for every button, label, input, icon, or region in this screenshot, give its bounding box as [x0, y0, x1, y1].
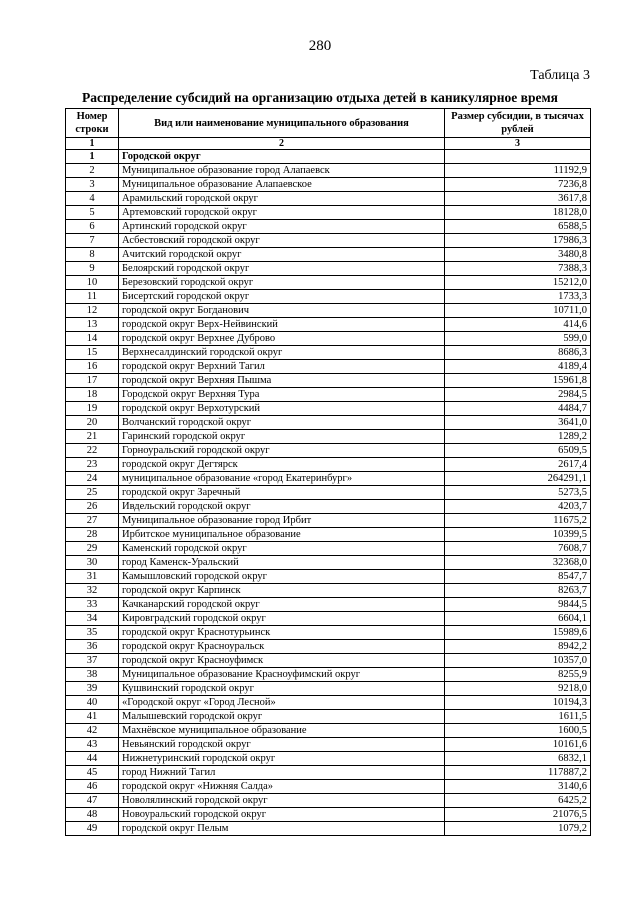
subsidy-value: 11675,2: [445, 514, 591, 528]
row-number: 31: [66, 570, 119, 584]
municipality-name: Махнёвское муниципальное образование: [119, 724, 445, 738]
table-row: [66, 542, 591, 556]
table-row: [66, 150, 591, 164]
subsidy-value: 414,6: [445, 318, 591, 332]
subsidy-value: 7236,8: [445, 178, 591, 192]
row-number: 28: [66, 528, 119, 542]
municipality-name: городской округ Пелым: [119, 822, 445, 836]
subsidy-value: 21076,5: [445, 808, 591, 822]
municipality-name: городской округ Верхотурский: [119, 402, 445, 416]
table-row: [66, 780, 591, 794]
table-row: [66, 528, 591, 542]
row-number: 6: [66, 220, 119, 234]
table-row: [66, 388, 591, 402]
subsidy-value: 10194,3: [445, 696, 591, 710]
table-row: [66, 318, 591, 332]
row-number: 49: [66, 822, 119, 836]
municipality-name: городской округ Красноуфимск: [119, 654, 445, 668]
municipality-name: городской округ Красноуральск: [119, 640, 445, 654]
table-row: [66, 808, 591, 822]
table-row: [66, 654, 591, 668]
table-row: [66, 570, 591, 584]
subsidy-value: 3617,8: [445, 192, 591, 206]
row-number: 23: [66, 458, 119, 472]
table-row: [66, 710, 591, 724]
row-number: 26: [66, 500, 119, 514]
row-number: 22: [66, 444, 119, 458]
municipality-name: городской округ Заречный: [119, 486, 445, 500]
row-number: 47: [66, 794, 119, 808]
municipality-name: Городской округ Верхняя Тура: [119, 388, 445, 402]
row-number: 45: [66, 766, 119, 780]
subsidy-value: 10711,0: [445, 304, 591, 318]
column-number-row: [66, 138, 591, 150]
municipality-name: Березовский городской округ: [119, 276, 445, 290]
municipality-name: городской округ Верхняя Пышма: [119, 374, 445, 388]
row-number: 43: [66, 738, 119, 752]
table-row: [66, 668, 591, 682]
table-row: [66, 192, 591, 206]
municipality-name: Муниципальное образование Красноуфимский округ: [119, 668, 445, 682]
municipality-name: Ивдельский городской округ: [119, 500, 445, 514]
table-row: [66, 220, 591, 234]
municipality-name: Городской округ: [119, 150, 445, 164]
subsidy-value: 32368,0: [445, 556, 591, 570]
row-number: 48: [66, 808, 119, 822]
table-header-row: [66, 109, 591, 138]
subsidy-value: 264291,1: [445, 472, 591, 486]
subsidy-value: 15989,6: [445, 626, 591, 640]
table-row: [66, 262, 591, 276]
table-row: [66, 164, 591, 178]
subsidy-value: 6604,1: [445, 612, 591, 626]
municipality-name: городской округ Верхний Тагил: [119, 360, 445, 374]
table-body: [66, 150, 591, 836]
municipality-name: Каменский городской округ: [119, 542, 445, 556]
table-row: [66, 514, 591, 528]
row-number: 1: [66, 150, 119, 164]
row-number: 32: [66, 584, 119, 598]
subsidy-value: 117887,2: [445, 766, 591, 780]
subsidy-value: 1289,2: [445, 430, 591, 444]
table-row: [66, 444, 591, 458]
header-municipality: Вид или наименование муниципального образования: [119, 109, 445, 138]
subsidy-value: 10161,6: [445, 738, 591, 752]
table-row: [66, 276, 591, 290]
table-row: [66, 178, 591, 192]
table-row: [66, 206, 591, 220]
subsidy-value: 599,0: [445, 332, 591, 346]
subsidy-value: 6588,5: [445, 220, 591, 234]
municipality-name: Гаринский городской округ: [119, 430, 445, 444]
subsidy-value: 8686,3: [445, 346, 591, 360]
subsidy-value: 2617,4: [445, 458, 591, 472]
page-number: 280: [308, 38, 332, 54]
table-row: [66, 724, 591, 738]
municipality-name: Камышловский городской округ: [119, 570, 445, 584]
municipality-name: городской округ Краснотурьинск: [119, 626, 445, 640]
table-row: [66, 472, 591, 486]
row-number: 40: [66, 696, 119, 710]
municipality-name: «Городской округ «Город Лесной»: [119, 696, 445, 710]
row-number: 13: [66, 318, 119, 332]
municipality-name: городской округ Богданович: [119, 304, 445, 318]
table-row: [66, 486, 591, 500]
row-number: 29: [66, 542, 119, 556]
subsidy-value: 8942,2: [445, 640, 591, 654]
row-number: 2: [66, 164, 119, 178]
table-row: [66, 584, 591, 598]
subsidy-value: 6509,5: [445, 444, 591, 458]
table-row: [66, 822, 591, 836]
table-row: [66, 234, 591, 248]
column-number: 3: [445, 138, 591, 150]
row-number: 12: [66, 304, 119, 318]
municipality-name: Верхнесалдинский городской округ: [119, 346, 445, 360]
column-number: 1: [66, 138, 119, 150]
subsidy-value: 9218,0: [445, 682, 591, 696]
row-number: 8: [66, 248, 119, 262]
municipality-name: Невьянский городской округ: [119, 738, 445, 752]
row-number: 44: [66, 752, 119, 766]
row-number: 5: [66, 206, 119, 220]
row-number: 39: [66, 682, 119, 696]
row-number: 35: [66, 626, 119, 640]
municipality-name: город Нижний Тагил: [119, 766, 445, 780]
table-row: [66, 500, 591, 514]
subsidy-value: 6832,1: [445, 752, 591, 766]
row-number: 3: [66, 178, 119, 192]
row-number: 21: [66, 430, 119, 444]
row-number: 30: [66, 556, 119, 570]
municipality-name: Асбестовский городской округ: [119, 234, 445, 248]
table-row: [66, 738, 591, 752]
municipality-name: городской округ «Нижняя Салда»: [119, 780, 445, 794]
subsidy-value: 18128,0: [445, 206, 591, 220]
table-row: [66, 402, 591, 416]
column-number: 2: [119, 138, 445, 150]
municipality-name: Нижнетуринский городской округ: [119, 752, 445, 766]
subsidy-table: [65, 108, 591, 836]
row-number: 19: [66, 402, 119, 416]
table-row: [66, 332, 591, 346]
municipality-name: муниципальное образование «город Екатеринбург»: [119, 472, 445, 486]
subsidy-value: 3480,8: [445, 248, 591, 262]
table-label: Таблица 3: [530, 68, 590, 83]
table-row: [66, 598, 591, 612]
table-row: [66, 696, 591, 710]
municipality-name: Ирбитское муниципальное образование: [119, 528, 445, 542]
table-row: [66, 766, 591, 780]
municipality-name: Муниципальное образование город Алапаевск: [119, 164, 445, 178]
municipality-name: Белоярский городской округ: [119, 262, 445, 276]
row-number: 33: [66, 598, 119, 612]
subsidy-value: 6425,2: [445, 794, 591, 808]
subsidy-value: 5273,5: [445, 486, 591, 500]
subsidy-value: 1611,5: [445, 710, 591, 724]
subsidy-value: 8263,7: [445, 584, 591, 598]
row-number: 16: [66, 360, 119, 374]
table-row: [66, 346, 591, 360]
municipality-name: Муниципальное образование город Ирбит: [119, 514, 445, 528]
municipality-name: городской округ Дегтярск: [119, 458, 445, 472]
row-number: 14: [66, 332, 119, 346]
row-number: 34: [66, 612, 119, 626]
subsidy-value: [445, 150, 591, 164]
table-row: [66, 430, 591, 444]
table-row: [66, 416, 591, 430]
municipality-name: Кировградский городской округ: [119, 612, 445, 626]
row-number: 20: [66, 416, 119, 430]
municipality-name: Ачитский городской округ: [119, 248, 445, 262]
municipality-name: Малышевский городской округ: [119, 710, 445, 724]
table-row: [66, 556, 591, 570]
subsidy-value: 9844,5: [445, 598, 591, 612]
table-row: [66, 626, 591, 640]
municipality-name: Качканарский городской округ: [119, 598, 445, 612]
subsidy-value: 8255,9: [445, 668, 591, 682]
subsidy-value: 10357,0: [445, 654, 591, 668]
table-row: [66, 682, 591, 696]
table-row: [66, 794, 591, 808]
subsidy-value: 1079,2: [445, 822, 591, 836]
subsidy-value: 4189,4: [445, 360, 591, 374]
row-number: 9: [66, 262, 119, 276]
row-number: 18: [66, 388, 119, 402]
municipality-name: Артинский городской округ: [119, 220, 445, 234]
table-row: [66, 374, 591, 388]
subsidy-value: 3140,6: [445, 780, 591, 794]
subsidy-value: 7608,7: [445, 542, 591, 556]
municipality-name: город Каменск-Уральский: [119, 556, 445, 570]
table-row: [66, 304, 591, 318]
row-number: 10: [66, 276, 119, 290]
row-number: 15: [66, 346, 119, 360]
municipality-name: Новоуральский городской округ: [119, 808, 445, 822]
row-number: 41: [66, 710, 119, 724]
row-number: 7: [66, 234, 119, 248]
municipality-name: Кушвинский городской округ: [119, 682, 445, 696]
table-row: [66, 640, 591, 654]
municipality-name: Новолялинский городской округ: [119, 794, 445, 808]
row-number: 11: [66, 290, 119, 304]
municipality-name: городской округ Верх-Нейвинский: [119, 318, 445, 332]
table-row: [66, 360, 591, 374]
subsidy-value: 15961,8: [445, 374, 591, 388]
row-number: 17: [66, 374, 119, 388]
municipality-name: Волчанский городской округ: [119, 416, 445, 430]
subsidy-value: 8547,7: [445, 570, 591, 584]
subsidy-value: 15212,0: [445, 276, 591, 290]
subsidy-value: 7388,3: [445, 262, 591, 276]
row-number: 24: [66, 472, 119, 486]
municipality-name: Бисертский городской округ: [119, 290, 445, 304]
row-number: 46: [66, 780, 119, 794]
subsidy-value: 11192,9: [445, 164, 591, 178]
row-number: 37: [66, 654, 119, 668]
subsidy-value: 3641,0: [445, 416, 591, 430]
row-number: 27: [66, 514, 119, 528]
subsidy-value: 4484,7: [445, 402, 591, 416]
subsidy-value: 4203,7: [445, 500, 591, 514]
municipality-name: городской округ Карпинск: [119, 584, 445, 598]
table-row: [66, 458, 591, 472]
subsidy-value: 1733,3: [445, 290, 591, 304]
table-title: Распределение субсидий на организацию отдыха детей в каникулярное время: [82, 90, 558, 105]
row-number: 38: [66, 668, 119, 682]
municipality-name: Горноуральский городской округ: [119, 444, 445, 458]
table-row: [66, 752, 591, 766]
row-number: 36: [66, 640, 119, 654]
header-subsidy: Размер субсидии, в тысячах рублей: [445, 109, 591, 138]
subsidy-value: 10399,5: [445, 528, 591, 542]
table-row: [66, 248, 591, 262]
subsidy-value: 1600,5: [445, 724, 591, 738]
municipality-name: Арамильский городской округ: [119, 192, 445, 206]
row-number: 25: [66, 486, 119, 500]
municipality-name: Муниципальное образование Алапаевское: [119, 178, 445, 192]
table-row: [66, 612, 591, 626]
municipality-name: городской округ Верхнее Дуброво: [119, 332, 445, 346]
subsidy-value: 2984,5: [445, 388, 591, 402]
table-row: [66, 290, 591, 304]
subsidy-value: 17986,3: [445, 234, 591, 248]
row-number: 4: [66, 192, 119, 206]
row-number: 42: [66, 724, 119, 738]
header-row-number: Номер строки: [66, 109, 119, 138]
municipality-name: Артемовский городской округ: [119, 206, 445, 220]
